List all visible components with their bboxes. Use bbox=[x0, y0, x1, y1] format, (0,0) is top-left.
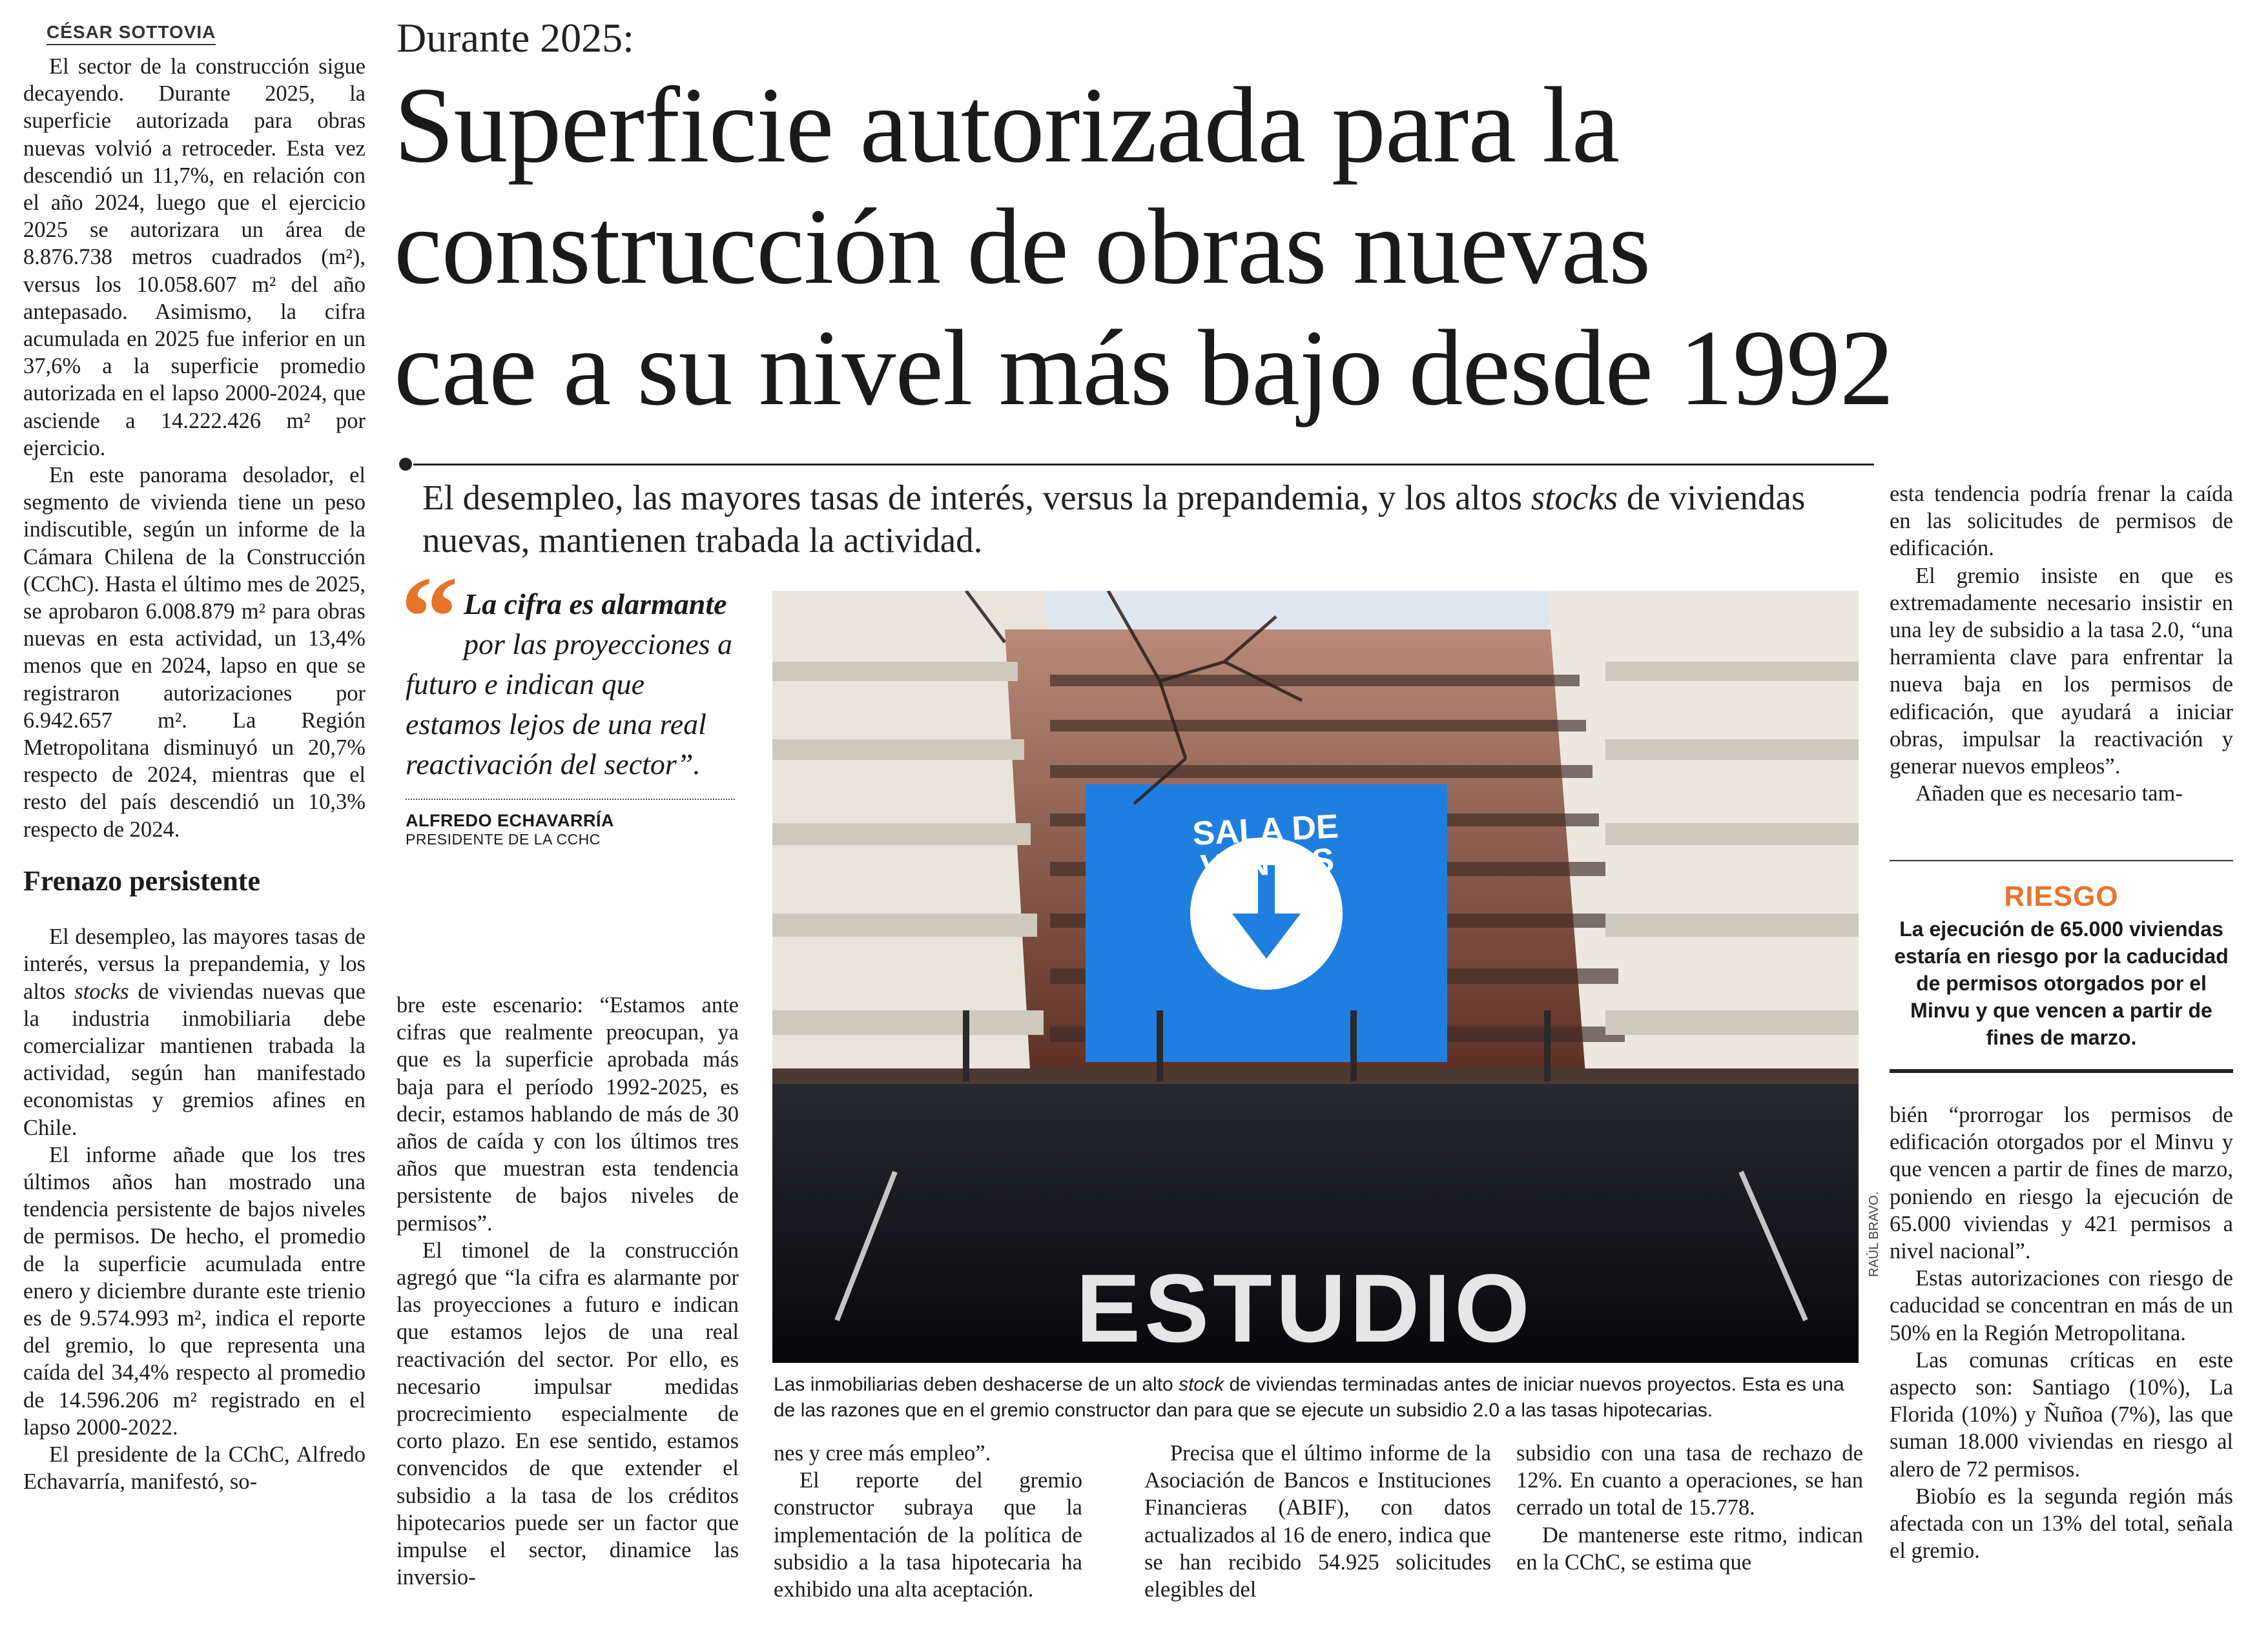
banner-line-1: SALA DE bbox=[1191, 808, 1340, 853]
headline-rule-dot bbox=[399, 458, 412, 471]
column-2 bbox=[397, 992, 739, 1591]
quote-author-role: PRESIDENTE DE LA CCHC bbox=[406, 831, 601, 848]
banner-text bbox=[1155, 808, 1378, 886]
risk-label: RIESGO bbox=[2004, 881, 2119, 912]
paragraph-italic: stocks bbox=[74, 979, 129, 1004]
paragraph: El gremio insiste en que es extremadamente necesario insistir en una ley de subsidio a la tasa 2.0, “una herramienta clave para enfrentar la nueva baja en los permisos de edificación, que ayudará a iniciar obras, impulsar la reactivación y generar nuevos empleos”. bbox=[1890, 563, 2233, 779]
headline-rule bbox=[413, 464, 1874, 465]
deck bbox=[422, 476, 1883, 562]
paragraph: El timonel de la construcción agregó que “la cifra es alarmante por las proyecciones a futuro e indican que estamos lejos de una real reactivación del sector. Por ello, es necesario impulsar medidas procrecimiento especialmente de corto plazo. En ese sentido, estamos convencidos de que extender el subsidio a la tasa de los créditos hipotecarios puede ser un factor que impulse el sector, dinamice las inversio- bbox=[397, 1238, 739, 1590]
deck-text-1: El desempleo, las mayores tasas de interés, versus la prepandemia, y los altos bbox=[422, 478, 1531, 517]
quote-rest: por las proyecciones a futuro e indican que estamos lejos de una real reactivación del sector”. bbox=[406, 628, 733, 781]
paragraph: El sector de la construcción sigue decayendo. Durante 2025, la superficie autorizada para obras nuevas volvió a retroceder. Esta vez descendió un 11,7%, en relación con el año 2024, luego que el ejercicio 2025 se autorizara un área de 8.876.738 metros cuadrados (m²), versus los 10.058.607 m² del año antepasado. Asimismo, la cifra acumulada en 2025 fue inferior en un 37,6% a la superficie promedio autorizada en el lapso 2000-2024, que asciende a 14.222.426 m² por ejercicio. bbox=[23, 54, 366, 460]
paragraph: Añaden que es necesario tam- bbox=[1915, 781, 2183, 806]
paragraph: Precisa que el último informe de la Asociación de Bancos e Instituciones Financieras (ABIF), con datos actualizados al 16 de enero, indica que se han recibido 54.925 solicitudes elegibles del bbox=[1144, 1441, 1491, 1602]
column-1 bbox=[23, 53, 366, 1495]
subheading: Frenazo persistente bbox=[23, 864, 260, 897]
paragraph: nes y cree más empleo”. bbox=[774, 1441, 991, 1466]
paragraph: El presidente de la CChC, Alfredo Echavarría, manifestó, so- bbox=[23, 1442, 366, 1495]
paragraph bbox=[23, 923, 366, 1141]
paragraph: bre este escenario: “Estamos ante cifras que realmente preocupan, ya que es la superficie aprobada más baja para el período 1992-2025, es decir, estamos hablando de más de 30 años de caída y con los últimos tres años que muestran esta tendencia persistente de bajos niveles de permisos”. bbox=[397, 993, 739, 1236]
paragraph: subsidio con una tasa de rechazo de 12%. En cuanto a operaciones, se han cerrado un total de 15.778. bbox=[1516, 1441, 1863, 1520]
photo-illustration bbox=[772, 591, 1859, 1363]
headline-line-2: construcción de obras nuevas bbox=[394, 187, 1651, 307]
banner-line-2: VENTAS bbox=[1199, 841, 1335, 886]
caption-text-2: de viviendas terminadas antes de iniciar nuevos proyectos. Esta es una de las razones que en el gremio constructor dan para que se ejecute un subsidio 2.0 a las tasas hipotecarias. bbox=[774, 1374, 1844, 1421]
column-6-bottom bbox=[1890, 1101, 2233, 1564]
headline-line-1: Superficie autorizada para la bbox=[394, 65, 1620, 185]
paragraph: En este panorama desolador, el segmento de vivienda tiene un peso indiscutible, según un informe de la Cámara Chilena de la Construcción (CChC). Hasta el último mes de 2025, se aprobaron 6.008.879 m² para obras nuevas en esta actividad, un 13,4% menos que en 2024, lapso en que se registraron autorizaciones por 6.942.657 m². La Región Metropolitana disminuyó un 20,7% respecto de 2024, mientras que el resto del país descendió un 10,3% respecto de 2024. bbox=[23, 463, 366, 842]
column-6-top bbox=[1890, 480, 2233, 807]
byline: CÉSAR SOTTOVIA bbox=[46, 22, 216, 45]
quote-divider bbox=[406, 799, 735, 802]
paragraph: De mantenerse este ritmo, indican en la CChC, se estima que bbox=[1516, 1522, 1863, 1575]
storefront-sign: ESTUDIO bbox=[1076, 1254, 1534, 1362]
photo-credit: RAÚL BRAVO. bbox=[1867, 1191, 1881, 1277]
pretitle: Durante 2025: bbox=[397, 15, 634, 61]
paragraph: bién “prorrogar los permisos de edificación otorgados por el Minvu y que vencen a partir de fines de marzo, poniendo en riesgo la ejecución de 65.000 viviendas y 421 permisos a nivel nacional”. bbox=[1890, 1103, 2233, 1264]
deck-italic: stocks bbox=[1531, 478, 1618, 517]
headline bbox=[394, 65, 2138, 429]
building-photo bbox=[772, 591, 1859, 1363]
column-3 bbox=[774, 1440, 1082, 1603]
risk-box bbox=[1890, 860, 2233, 1073]
paragraph: Biobío es la segunda región más afectada con un 13% del total, señala el gremio. bbox=[1890, 1484, 2233, 1564]
column-4 bbox=[1144, 1440, 1491, 1603]
deck-text-2: de viviendas nuevas, mantienen trabada la actividad. bbox=[422, 478, 1806, 560]
photo-caption bbox=[774, 1372, 1859, 1424]
column-5 bbox=[1516, 1440, 1863, 1576]
pull-quote bbox=[400, 553, 741, 848]
paragraph: Las comunas críticas en este aspecto son: Santiago (10%), La Florida (10%) y Ñuñoa (7%), las que suman 18.000 viviendas en riesgo al alero de 72 permisos. bbox=[1890, 1347, 2233, 1482]
risk-box-bottom-rule bbox=[1890, 1069, 2233, 1073]
quote-mark-icon: “ bbox=[400, 553, 459, 681]
headline-line-3: cae a su nivel más bajo desde 1992 bbox=[394, 308, 1893, 428]
paragraph: El informe añade que los tres últimos años han mostrado una tendencia persistente de bajos niveles de permisos. De hecho, el promedio de la superficie acumulada entre enero y diciembre durante este trienio es de 9.574.993 m², indica el reporte del gremio, lo que representa una caída del 34,4% respecto al promedio de 14.596.206 m² registrado en el lapso 2000-2022. bbox=[23, 1142, 366, 1440]
risk-box-top-rule bbox=[1890, 860, 2233, 861]
paragraph-text: El desempleo, las mayores tasas de interés, versus la prepandemia, y los altos bbox=[23, 925, 366, 1004]
quote-bold: La cifra es alarmante bbox=[464, 588, 727, 620]
caption-text-1: Las inmobiliarias deben deshacerse de un alto bbox=[774, 1374, 1179, 1395]
caption-italic: stock bbox=[1179, 1374, 1224, 1395]
quote-author: ALFREDO ECHAVARRÍA bbox=[406, 811, 614, 830]
paragraph: El reporte del gremio constructor subraya que la implementación de la política de subsidio a la tasa hipotecaria ha exhibido una alta aceptación. bbox=[774, 1468, 1082, 1602]
paragraph: esta tendencia podría frenar la caída en las solicitudes de permisos de edificación. bbox=[1890, 482, 2233, 561]
risk-text: La ejecución de 65.000 viviendas estaría en riesgo por la caducidad de permisos otorgados por el Minvu y que vencen a partir de fines de marzo. bbox=[1894, 917, 2229, 1049]
paragraph: Estas autorizaciones con riesgo de caducidad se concentran en más de un 50% en la Región Metropolitana. bbox=[1890, 1266, 2233, 1345]
paragraph-text: de viviendas nuevas que la industria inmobiliaria debe comercializar mantienen trabada la actividad, según han manifestado economistas y gremios afines en Chile. bbox=[23, 979, 366, 1140]
